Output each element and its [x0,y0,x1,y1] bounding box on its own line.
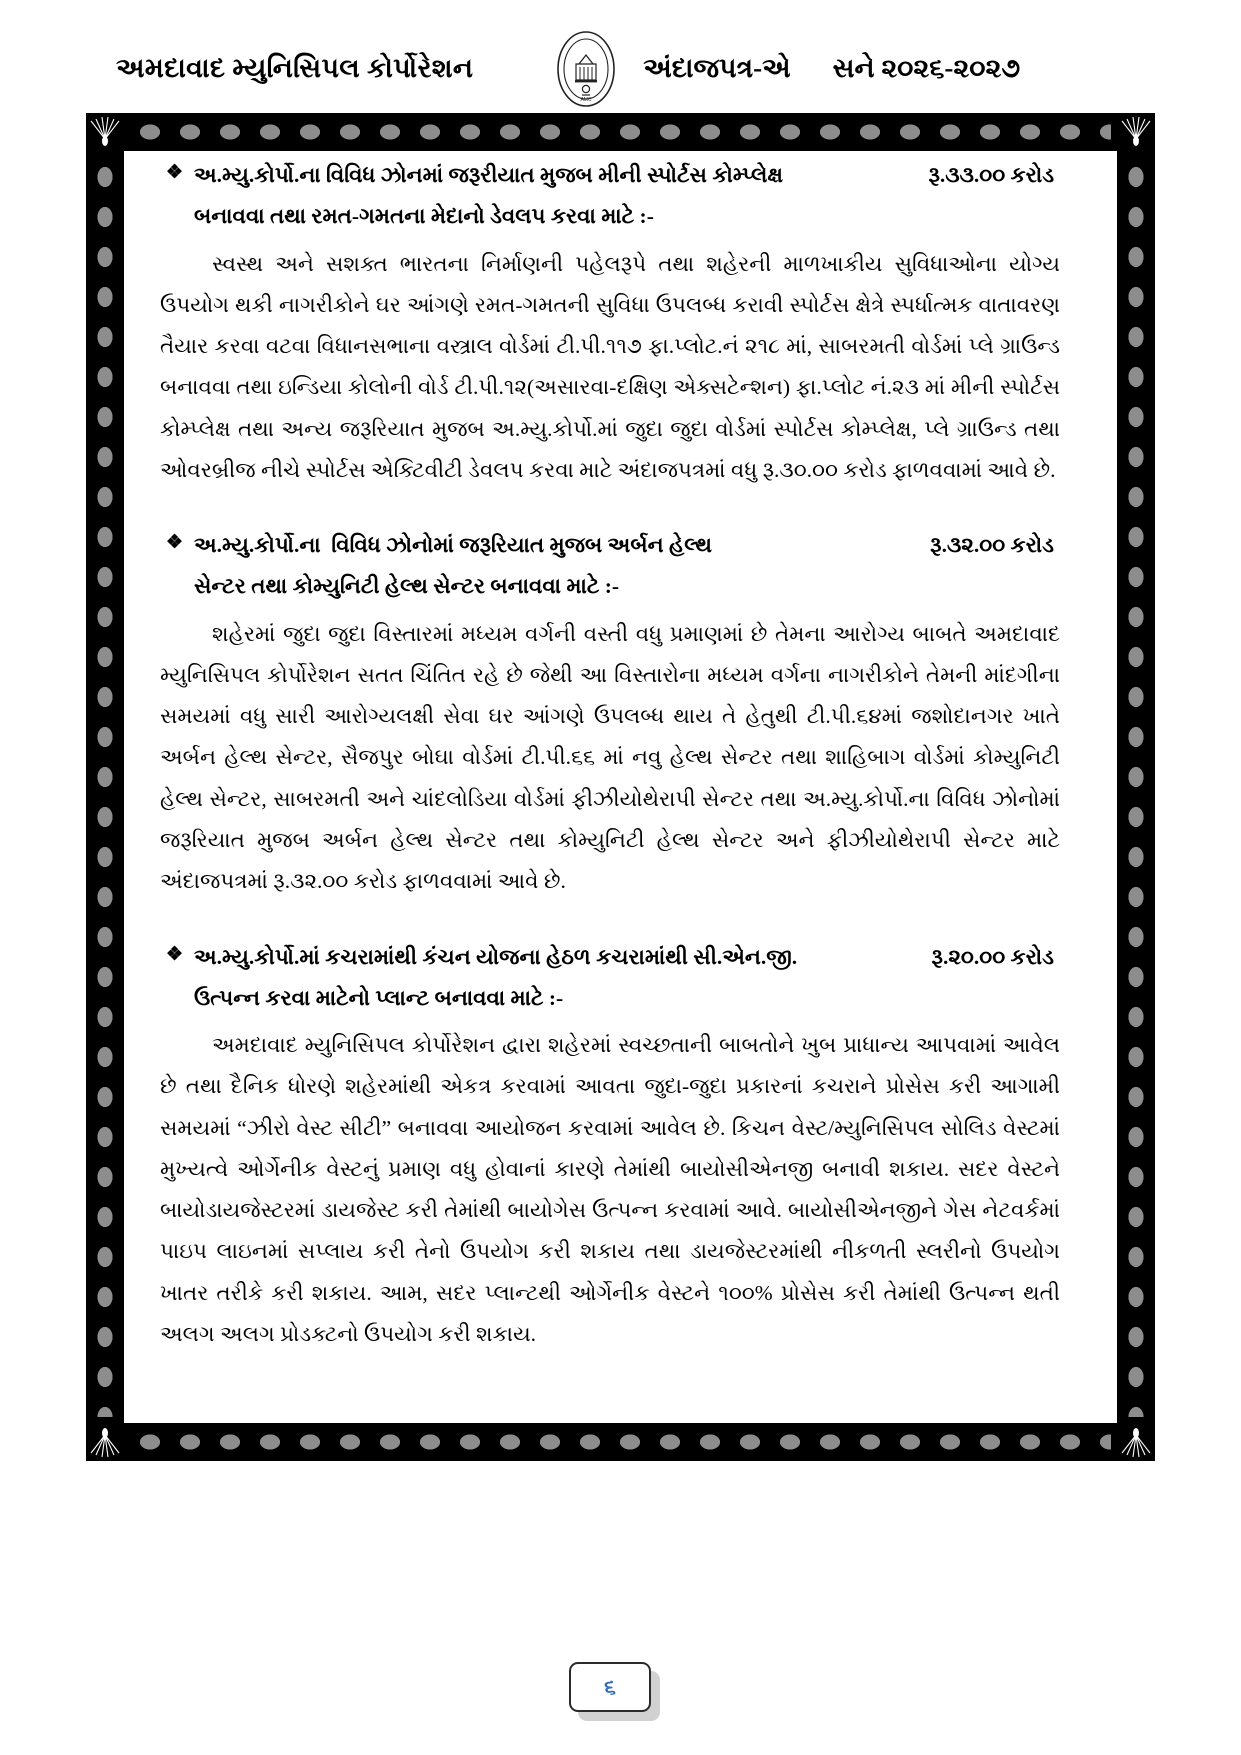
budget-label: અંદાજપત્ર-એ [643,53,791,83]
section-title-line-1: અ.મ્યુ.કોર્પો.ના વિવિધ ઝોનમાં જરૂરીયાત મુજબ મીની સ્પોર્ટસ કોમ્પ્લેક્ષ [194,163,783,187]
svg-text:AMC: AMC [580,97,592,103]
border-bar-left [86,113,124,1461]
heading-line-with-amount [194,525,1060,566]
section-body-paragraph: સ્વસ્થ અને સશક્ત ભારતના નિર્માણની પહેલરૂપે તથા શહેરની માળખાકીય સુવિધાઓના યોગ્ય ઉપયોગ થકી નાગરીકોને ઘર આંગણે રમત-ગમતની સુવિધા ઉપલબ્ધ કરાવી સ્પોર્ટસ ક્ષેત્રે સ્પર્ધાત્મક વાતાવરણ તૈયાર કરવા વટવા વિધાનસભાના વસ્ત્રાલ વોર્ડમાં ટી.પી.૧૧૭ ફા.પ્લોટ.નં ૨૧૮ માં, સાબરમતી વોર્ડમાં પ્લે ગ્રાઉન્ડ બનાવવા તથા ઇન્ડિયા કોલોની વોર્ડ ટી.પી.૧૨(અસારવા-દક્ષિણ એક્સટેન્શન) ફા.પ્લોટ નં.૨૩ માં મીની સ્પોર્ટસ કોમ્પ્લેક્ષ તથા અન્ય જરૂરિયાત મુજબ અ.મ્યુ.કોર્પો.માં જુદા જુદા વોર્ડમાં સ્પોર્ટસ કોમ્પ્લેક્ષ, પ્લે ગ્રાઉન્ડ તથા ઓવરબ્રીજ નીચે સ્પોર્ટસ એક્ટિવીટી ડેવલપ કરવા માટે અંદાજપત્રમાં વધુ રૂ.૩૦.૦૦ કરોડ ફાળવવામાં આવે છે. [160,251,1060,482]
page-number-box [569,1662,651,1712]
border-bar-bottom [86,1423,1155,1461]
document-content [160,155,1060,1355]
section-body-paragraph: અમદાવાદ મ્યુનિસિપલ કોર્પોરેશન દ્વારા શહેરમાં સ્વચ્છતાની બાબતોને ખુબ પ્રાધાન્ય આપવામાં આવેલ છે તથા દૈનિક ધોરણે શહેરમાંથી એકત્ર કરવામાં આવતા જુદા-જુદા પ્રકારનાં કચરાને પ્રોસેસ કરી આગામી સમયમાં “ઝીરો વેસ્ટ સીટી” બનાવવા આયોજન કરવામાં આવેલ છે. કિચન વેસ્ટ/મ્યુનિસિપલ સોલિડ વેસ્ટમાં મુખ્યત્વે ઓર્ગેનીક વેસ્ટનું પ્રમાણ વધુ હોવાનાં કારણે તેમાંથી બાયોસીએનજી બનાવી શકાય. સદર વેસ્ટને બાયોડાયજેસ્ટરમાં ડાયજેસ્ટ કરી તેમાંથી બાયોગેસ ઉત્પન્ન કરવામાં આવે. બાયોસીએનજીને ગેસ નેટવર્કમાં પાઇપ લાઇનમાં સપ્લાય કરી તેનો ઉપયોગ કરી શકાય તથા ડાયજેસ્ટરમાંથી નીકળતી સ્લરીનો ઉપયોગ ખાતર તરીકે કરી શકાય. આમ, સદર પ્લાન્ટથી ઓર્ગેનીક વેસ્ટને ૧૦૦% પ્રોસેસ કરી તેમાંથી ઉત્પન્ન થતી અલગ અલગ પ્રોડક્ટનો ઉપયોગ કરી શકાય. [160,1033,1060,1346]
corner-burst-ornament-icon [86,1423,124,1461]
ornament-ellipse-motif-icon [92,157,118,1417]
ornament-ellipse-motif-icon [1123,157,1149,1417]
diamond-bullet-icon: ❖ [166,162,184,183]
amc-seal-icon [549,30,623,108]
section-title-line-1: અ.મ્યુ.કોર્પો.માં કચરામાંથી કંચન યોજના હેઠળ કચરામાંથી સી.એન.જી. [194,944,798,969]
section-heading [160,155,1060,238]
ornament-ellipse-motif-icon [130,1429,1111,1455]
ornament-ellipse-motif-icon [130,119,1111,145]
section-body-paragraph: શહેરમાં જુદા જુદા વિસ્તારમાં મધ્યમ વર્ગની વસ્તી વધુ પ્રમાણમાં છે તેમના આરોગ્ય બાબતે અમદાવાદ મ્યુનિસિપલ કોર્પોરેશન સતત ચિંતિત રહે છે જેથી આ વિસ્તારોના મધ્યમ વર્ગના નાગરીકોને તેમની માંદગીના સમયમાં વધુ સારી આરોગ્યલક્ષી સેવા ઘર આંગણે ઉપલબ્ધ થાય તે હેતુથી ટી.પી.૬૪માં જશોદાનગર ખાતે અર્બન હેલ્થ સેન્ટર, સૈજપુર બોઘા વોર્ડમાં ટી.પી.૬૬ માં નવુ હેલ્થ સેન્ટર તથા શાહિબાગ વોર્ડમાં કોમ્યુનિટી હેલ્થ સેન્ટર, સાબરમતી અને ચાંદલોડિયા વોર્ડમાં ફીઝીયોથેરાપી સેન્ટર તથા અ.મ્યુ.કોર્પો.ના વિવિધ ઝોનોમાં જરૂરિયાત મુજબ અર્બન હેલ્થ સેન્ટર તથા કોમ્યુનિટી હેલ્થ સેન્ટર અને ફીઝીયોથેરાપી સેન્ટર માટે અંદાજપત્રમાં રૂ.૩૨.૦૦ કરોડ ફાળવવામાં આવે છે. [160,621,1060,894]
page-number: ૬ [604,1674,616,1699]
section-heading [160,937,1060,1020]
budget-year: સને ૨૦૨૬-૨૦૨૭ [832,53,1021,83]
border-bar-top [86,113,1155,151]
diamond-bullet-icon: ❖ [166,532,184,554]
section-title-line-2: સેન્ટર તથા કોમ્યુનિટી હેલ્થ સેન્ટર બનાવવા માટે :- [194,574,620,599]
heading-line-with-amount [194,155,1060,196]
document-header [100,30,1141,108]
section-title-line-2: ઉત્પન્ન કરવા માટેનો પ્લાન્ટ બનાવવા માટે :- [194,985,564,1010]
heading-line-with-amount [194,937,1060,978]
section-heading [160,525,1060,608]
section-title-line-2: બનાવવા તથા રમત-ગમતના મેદાનો ડેવલપ કરવા માટે :- [194,204,654,229]
budget-section [160,525,1060,902]
section-amount: રૂ.૩૩.૦૦ કરોડ [928,163,1054,187]
diamond-bullet-icon: ❖ [166,943,184,965]
section-amount: રૂ.૨૦.૦૦ કરોડ [931,944,1054,969]
corner-burst-ornament-icon [86,113,124,151]
organization-title: અમદાવાદ મ્યુનિસિપલ કોર્પોરેશન [116,53,474,83]
section-amount: રૂ.૩૨.૦૦ કરોડ [930,533,1054,558]
border-bar-right [1117,113,1155,1461]
budget-header-right [643,53,1020,85]
section-title-line-1: અ.મ્યુ.કોર્પો.ના વિવિધ ઝોનોમાં જરૂરિયાત મુજબ અર્બન હેલ્થ [194,533,712,558]
corner-burst-ornament-icon [1117,1423,1155,1461]
corner-burst-ornament-icon [1117,113,1155,151]
budget-section [160,155,1060,491]
budget-section [160,937,1060,1356]
